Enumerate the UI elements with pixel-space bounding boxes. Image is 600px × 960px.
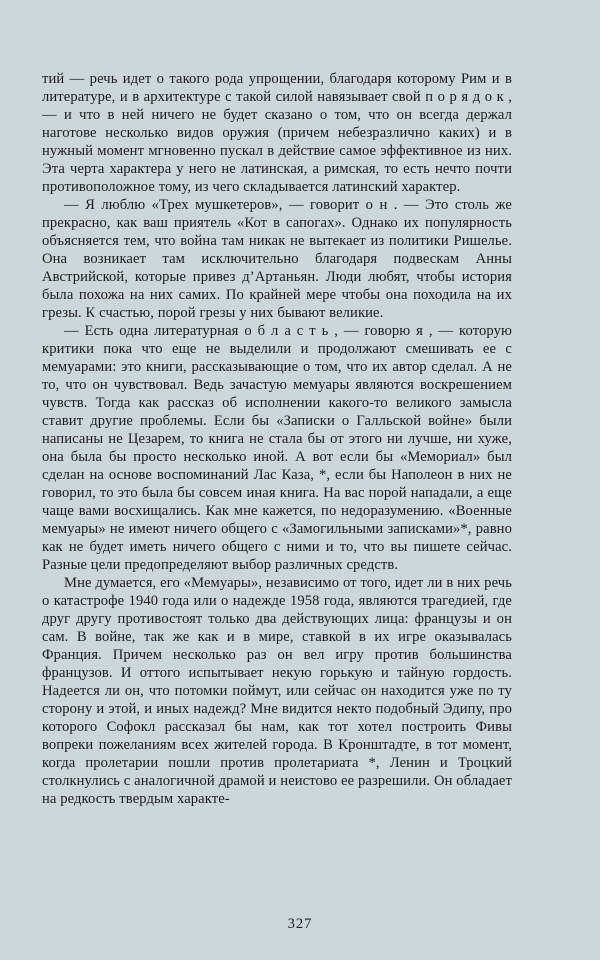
- paragraph-dialogue-2: — Есть одна литературная о б л а с т ь , — говорю я , — которую критики пока что еще не выделили и продолжают смешивать ее с мемуарами: это книги, рассказывающие о том, что их автор сделал. А не то, что он чувствовал. Ведь зачастую мемуары являются воскрешением чувств. Тогда как рассказ об исполнении какого-то великого замысла ставит другие проблемы. Если бы «Записки о Галльской войне» были написаны не Цезарем, то книга не стала бы от этого ни лучше, ни хуже, она была бы просто несколько иной. А вот если бы «Мемориал» был сделан на основе воспоминаний Лас Каза, *, если бы Наполеон в них не говорил, то это была бы совсем иная книга. На вас порой нападали, а еще чаще вами восхищались. Как мне кажется, по недоразумению. «Военные мемуары» не имеют ничего общего с «Замогильными записками»*, равно как не будет иметь ничего общего с ними и то, что вы пишете сейчас. Разные цели предопределяют выбор различных средств.: [42, 323, 512, 573]
- paragraph-reflection: Мне думается, его «Мемуары», независимо от того, идет ли в них речь о катастрофе 1940 года или о надежде 1958 года, являются трагедией, где друг другу противостоят только два действующих лица: французы и он сам. В войне, так же как и в мире, ставкой в их игре оказывалась Франция. Причем несколько раз он вел игру против большинства французов. И оттого испытывает некую горькую и тайную гордость. Надеется ли он, что потомки поймут, или сейчас он находится уже по ту сторону и этой, и иных надежд? Мне видится некто подобный Эдипу, про которого Софокл рассказал бы нам, как тот хотел построить Фивы вопреки пожеланиям всех жителей города. В Кронштадте, в тот момент, когда пролетарии пошли против пролетариата *, Ленин и Троцкий столкнулись с аналогичной драмой и неистово ее разрешили. Он обладает на редкость твердым характе-: [42, 575, 512, 807]
- page-number: 327: [287, 916, 313, 932]
- paragraph-dialogue-1: — Я люблю «Трех мушкетеров», — говорит о н . — Это столь же прекрасно, как ваш приятель «Кот в сапогах». Однако их популярность объясняется тем, что война там никак не вытекает из политики Ришелье. Она возникает там исключительно благодаря подвескам Анны Австрийской, которые привез д’Артаньян. Люди любят, чтобы история была похожа на них самих. По крайней мере чтобы она походила на их грезы. К счастью, порой грезы у них бывают великие.: [42, 197, 512, 321]
- text-block: [42, 70, 512, 808]
- paragraph-continuation: тий — речь идет о такого рода упрощении, благодаря которому Рим и в литературе, и в архитектуре с такой силой навязывает свой п о р я д о к , — и что в ней ничего не будет сказано о том, что он всегда держал наготове несколько видов оружия (причем небезразлично каких) и в нужный момент мгновенно пускал в действие самое эффективное из них. Эта черта характера у него не латинская, а римская, то есть нечто почти противоположное тому, из чего складывается латинский характер.: [42, 71, 512, 195]
